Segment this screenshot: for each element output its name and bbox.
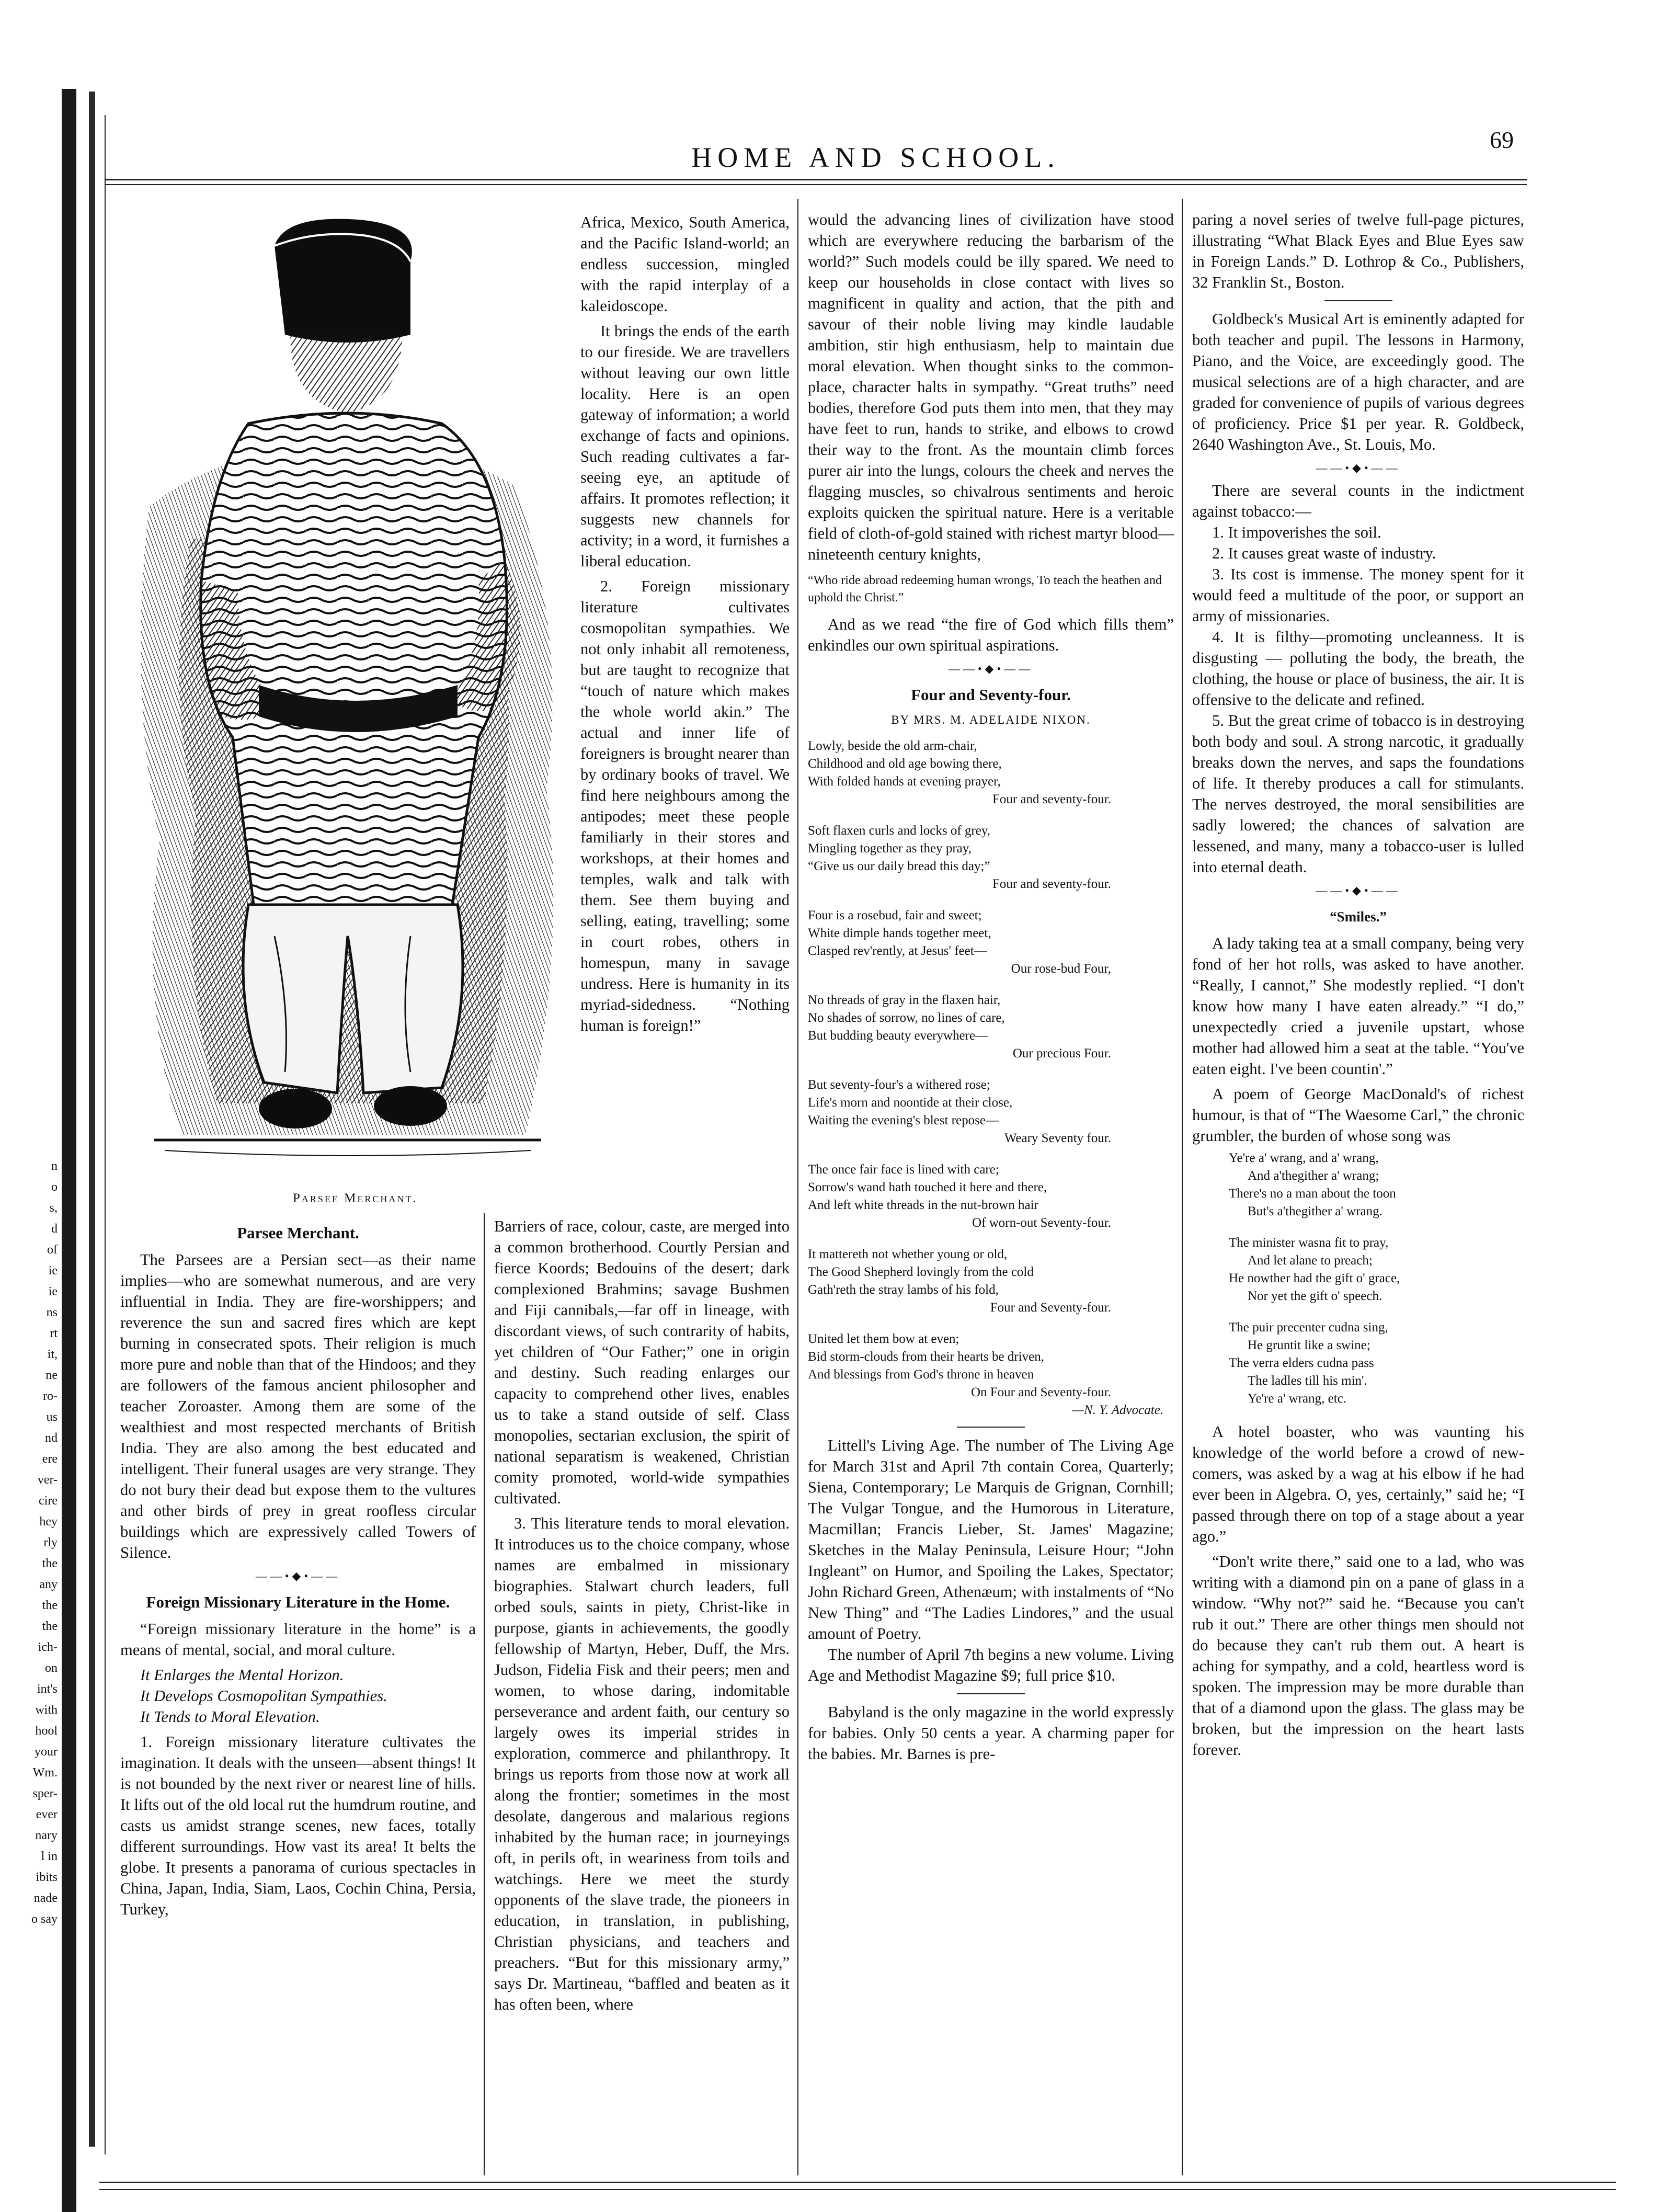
col3-quote: “Who ride abroad redeeming human wrongs, To teach the heathen and uphold the Christ.” (808, 574, 1162, 605)
verse-2: The minister wasna fit to pray, And let alane to preach; He nowther had the gift o' grace, Nor yet the gift o' speech. (1229, 1236, 1400, 1303)
section-rule (1324, 300, 1392, 301)
poem-four-and-seventy-four (808, 737, 1174, 1419)
margin-fragment: of (47, 1243, 58, 1257)
binding-shadow (62, 89, 76, 2212)
margin-fragment: nade (33, 1891, 58, 1905)
engraving-svg (118, 214, 575, 1187)
stanza-3: Four is a rosebud, fair and sweet; White dimple hands together meet, Clasped rev'rently, at Jesus' feet— Our rose-bud Four, (808, 908, 1111, 976)
poem-byline: BY MRS. M. ADELAIDE NIXON. (891, 713, 1091, 726)
col3-civilization: would the advancing lines of civilization have stood which are everywhere reducing the barbarism of the world?” Such models could be illy spared. We need to keep our households in close contact with lives so magnificent in quality and action, that the pith and savour of their noble living may kindle laudable ambition, stir high enthusiasm, help to maintain due moral elevation. When thought sinks to the common-place, character halts in sympathy. “Great truths” need bodies, therefore God puts them into men, that they may have feet to run, hands to strike, and elbows to crowd their way to the front. As the mountain climb forces purer air into the lungs, colours the cheek and nerves the flagging muscles, so chivalrous sentiments and heroic exploits quicken the spiritual nature. Here is a veritable field of cloth-of-gold stained with richest martyr blood—nineteenth century knights, (808, 211, 1174, 563)
page-bottom-rule-2 (99, 2189, 1616, 2190)
missionary-heading: Foreign Missionary Literature in the Home. (146, 1593, 450, 1611)
margin-fragment: nary (35, 1829, 58, 1842)
margin-fragment: ne (45, 1369, 58, 1382)
tobacco-count-5: 5. But the great crime of tobacco is in destroying both body and soul. A strong narcotic, it gradually breaks down the nerves, and saps the foundations of life. It thereby produces a call for stimulants. The nerves destroyed, the moral sensibilities are sadly lowered; the chances of salvation are lessened, and many, many a tobacco-user is lulled into eternal death. (1192, 712, 1524, 876)
verse-1: Ye're a' wrang, and a' wrang, And a'thegither a' wrang; There's no a man about the toon But's a'thegither a' wrang. (1229, 1151, 1396, 1218)
column-3 (808, 209, 1174, 1764)
parsee-merchant-illustration (118, 214, 575, 1187)
tobacco-intro: There are several counts in the indictment against tobacco:— (1192, 482, 1524, 520)
point-1-title: It Enlarges the Mental Horizon. (140, 1666, 344, 1684)
margin-fragment: ere (42, 1452, 58, 1466)
section-divider: ——•◆•—— (1316, 884, 1401, 897)
margin-fragment: l in (41, 1850, 58, 1863)
margin-fragment: nd (45, 1431, 58, 1445)
tobacco-count-4: 4. It is filthy—promoting uncleanness. It is disgusting — polluting the body, the breath, the clothing, the house or place of business, the air. It is offensive to the delicate and refined. (1192, 628, 1524, 709)
section-divider: ——•◆•—— (948, 662, 1034, 675)
waesome-carl-verse (1192, 1149, 1524, 1408)
margin-fragment: o say (31, 1912, 58, 1926)
babyland-notice: Babyland is the only magazine in the world expressly for babies. Only 50 cents a year. A charming paper for the babies. Mr. Barnes is pre- (808, 1703, 1174, 1763)
col2-point-3: 3. This literature tends to moral elevation. It introduces us to the choice company, whose names are embalmed in missionary biographies. Stalwart church leaders, full orbed souls, saints in piety, Christ-like in purpose, giants in achievements, the goodly fellowship of Martyn, Heber, Duff, the Mrs. Judson, Fidelia Fisk and their peers; men and women, to whose daring, indomitable perseverance and ardent faith, our century so largely owes its imperial strides in exploration, commerce and philanthropy. It brings us reports from those now at work all along the frontier; sometimes in the most desolate, dangerous and malarious regions inhabited by the human race; in journeyings oft, in perils oft, in weariness from toils and watchings. Here we meet the sturdy opponents of the slave trade, the pioneers in education, in translation, in publishing, Christian physicians, and teachers and preachers. “But for this missionary army,” says Dr. Martineau, “baffled and beaten as it has often been, where (494, 1514, 790, 2013)
stanza-7: It mattereth not whether young or old, The Good Shepherd lovingly from the cold Gath'reth the stray lambs of his fold, Four and Seventy-four. (808, 1247, 1111, 1315)
header-rule (105, 179, 1527, 180)
margin-fragment: Wm. (32, 1766, 58, 1780)
stanza-2: Soft flaxen curls and locks of grey, Mingling together as they pray, “Give us our daily bread this day;” Four and seventy-four. (808, 824, 1111, 891)
margin-fragment: it, (47, 1348, 58, 1361)
margin-fragment: n (51, 1159, 58, 1173)
stanza-5: But seventy-four's a withered rose; Life's morn and noontide at their close, Waiting the evening's blest repose— Weary Seventy four. (808, 1078, 1111, 1145)
tobacco-count-1: 1. It impoverishes the soil. (1212, 523, 1381, 541)
hot-rolls-anecdote: A lady taking tea at a small company, being very fond of her hot rolls, was asked to have another. “Really, I cannot,” She modestly replied. “I don't know how many I have eaten already.” “I do,” unexpectedly cried a juvenile upstart, whose mother had allowed him a seat at the table. “You've eaten eight. I've been countin'.” (1192, 934, 1524, 1078)
poem-source: —N. Y. Advocate. (1072, 1403, 1163, 1417)
column-1 (120, 1216, 476, 1920)
missionary-point-1: 1. Foreign missionary literature cultivates the imagination. It deals with the unseen—absent things! It is not bounded by the next river or nearest line of hills. It lifts out of the old local rut the humdrum routine, and casts us amidst strange scenes, new faces, totally different surroundings. How vast its area! It belts the globe. It presents a panorama of curious spectacles in China, Japan, India, Siam, Laos, Cochin China, Persia, Turkey, (120, 1733, 476, 1918)
margin-fragment: hey (39, 1515, 58, 1529)
living-age-volume: The number of April 7th begins a new volume. Living Age and Methodist Magazine $9; full price $10. (808, 1646, 1174, 1684)
section-divider: ——•◆•—— (1316, 461, 1401, 474)
hotel-boaster-anecdote: A hotel boaster, who was vaunting his knowledge of the world before a crowd of new-comers, was asked by a wag at his elbow if he had ever been in Algebra. O, yes, certainly,” said he; “I passed through there on top of a stage about a year ago.” (1192, 1423, 1524, 1545)
section-rule (957, 1427, 1025, 1428)
tobacco-count-2: 2. It causes great waste of industry. (1212, 544, 1436, 562)
goldbeck-notice: Goldbeck's Musical Art is eminently adapted for both teacher and pupil. The lessons in Harmony, Piano, and the Voice, are exceedingly good. The musical selections are of a high character, and are graded for convenience of pupils of various degrees of proficiency. Price $1 per year. R. Goldbeck, 2640 Washington Ave., St. Louis, Mo. (1192, 310, 1524, 453)
column-rule-2 (1182, 199, 1183, 2175)
margin-fragment: the (42, 1599, 58, 1612)
facing-page-fragments (0, 1156, 58, 1930)
column-rule-0 (484, 1213, 485, 2175)
illustration-caption: Parsee Merchant. (293, 1191, 418, 1205)
margin-fragment: ns (46, 1306, 58, 1319)
section-divider: ——•◆•—— (255, 1569, 341, 1582)
point-3-title: It Tends to Moral Elevation. (140, 1708, 320, 1726)
header-rule-thin (105, 184, 1527, 185)
verse-3: The puir precenter cudna sing, He gruntit like a swine; The verra elders cudna pass The ladles till his min'. Ye're a' wrang, etc. (1229, 1320, 1388, 1406)
stanza-6: The once fair face is lined with care; Sorrow's wand hath touched it here and there, And left white threads in the nut-brown hair Of worn-out Seventy-four. (808, 1162, 1111, 1230)
parsee-text: The Parsees are a Persian sect—as their name implies—who are somewhat numerous, and are very influential in India. They are fire-worshippers; and reverence the sun and sacred fires which are kept burning in consecrated spots. Their religion is much more pure and noble than that of the Hindoos; and they are followers of the famous ancient philosopher and teacher Zoroaster. Among them are some of the wealthiest and most respected merchants of British India. They are also among the best educated and intelligent. Their funeral usages are very strange. They do not bury their dead but expose them to the vultures and other birds of prey in great roofless circular buildings which are expressively called Towers of Silence. (120, 1251, 476, 1561)
stanza-4: No threads of gray in the flaxen hair, No shades of sorrow, no lines of care, But budding beauty everywhere— Our precious Four. (808, 993, 1111, 1061)
page-number: 69 (1490, 127, 1514, 153)
diamond-pin-anecdote: “Don't write there,” said one to a lad, who was writing with a diamond pin on a pane of glass in a window. “Why not?” said he. “Because you can't rub it out.” There are other things men should not do because they can't rub them out. A heart is aching for sympathy, and a cold, heartless word is spoken. The impression may be more durable than that of a diamond upon the glass. The glass may be broken, but the impression on the heart lasts forever. (1192, 1553, 1524, 1759)
margin-fragment: rt (50, 1327, 58, 1340)
margin-fragment: ever (36, 1808, 58, 1821)
column-rule-1 (797, 199, 798, 2175)
stanza-1: Lowly, beside the old arm-chair, Childhood and old age bowing there, With folded hands at evening prayer, Four and seventy-four. (808, 739, 1111, 806)
margin-fragment: the (42, 1620, 58, 1633)
margin-fragment: hool (35, 1724, 58, 1738)
margin-fragment: s, (49, 1201, 58, 1215)
binding-shadow-inner (89, 92, 95, 2147)
section-rule (957, 1693, 1025, 1694)
margin-fragment: rly (43, 1536, 58, 1549)
margin-fragment: ro- (43, 1389, 58, 1403)
col2-barriers: Barriers of race, colour, caste, are merged into a common brotherhood. Courtly Persian and fierce Koords; Bedouins of the desert; dark complexioned Brahmins; savage Bushmen and Fiji cannibals,—far off in lineage, with discordant views, of such contrarity of habits, yet children of “Our Father;” one in origin and destiny. Such reading enlarges our capacity to comprehend other lives, enables us to take a stand outside of self. Class monopolies, sectarian exclusion, the spirit of national separatism is weakened, Christian comity promoted, world-wide sympathies cultivated. (494, 1217, 790, 1507)
margin-fragment: any (39, 1578, 58, 1591)
margin-fragment: ie (48, 1264, 58, 1278)
col3-aspirations: And as we read “the fire of God which fills them” enkindles our own spiritual aspirations. (808, 615, 1174, 654)
page-left-rule (105, 115, 106, 2154)
margin-fragment: ie (48, 1285, 58, 1298)
column-2-top (580, 212, 790, 1036)
margin-fragment: sper- (32, 1787, 58, 1800)
column-4 (1192, 209, 1524, 1760)
babyland-continued: paring a novel series of twelve full-page pictures, illustrating “What Black Eyes and Blue Eyes saw in Foreign Lands.” D. Lothrop & Co., Publishers, 32 Franklin St., Boston. (1192, 211, 1524, 291)
margin-fragment: us (46, 1410, 58, 1424)
macdonald-intro: A poem of George MacDonald's of richest humour, is that of “The Waesome Carl,” the chronic grumbler, the burden of whose song was (1192, 1085, 1524, 1145)
running-title: HOME AND SCHOOL. (691, 142, 1060, 173)
col2-fireside: It brings the ends of the earth to our fireside. We are travellers without leaving our own little locality. Here is an open gateway of information; a world exchange of facts and opinions. Such reading cultivates a far-seeing eye, an aptitude of affairs. It promotes reflection; it suggests new channels for activity; in a word, it furnishes a liberal education. (580, 322, 790, 570)
parsee-heading: Parsee Merchant. (237, 1224, 359, 1242)
margin-fragment: d (51, 1222, 58, 1236)
margin-fragment: with (35, 1703, 58, 1717)
margin-fragment: o (51, 1180, 58, 1194)
margin-fragment: cire (39, 1494, 58, 1508)
margin-fragment: on (45, 1661, 58, 1675)
margin-fragment: ich- (38, 1640, 58, 1654)
margin-fragment: your (35, 1745, 58, 1759)
missionary-intro: “Foreign missionary literature in the home” is a means of mental, social, and moral culture. (120, 1620, 476, 1659)
column-2-bottom (494, 1216, 790, 2015)
smiles-heading: “Smiles.” (1330, 909, 1387, 925)
point-2-title: It Develops Cosmopolitan Sympathies. (140, 1687, 387, 1705)
living-age-notice: Littell's Living Age. The number of The Living Age for March 31st and April 7th contain Corea, Quarterly; Siena, Contemporary; Le Marquis de Grignan, Cornhill; The Vulgar Tongue, and the Humorous in Literature, Macmillan; Francis Lieber, St. James' Magazine; Sketches in the Malay Peninsula, Leisure Hour; “John Ingleant” on Humor, and Spoiling the Lakes, Spectator; John Richard Green, Athenæum; with instalments of “No New Thing” and “The Ladies Lindores,” and the usual amount of Poetry. (808, 1436, 1174, 1643)
tobacco-count-3: 3. Its cost is immense. The money spent for it would feed a multitude of the poor, or support an army of missionaries. (1192, 565, 1524, 625)
margin-fragment: ibits (36, 1871, 58, 1884)
margin-fragment: the (42, 1557, 58, 1570)
col2-continued: Africa, Mexico, South America, and the Pacific Island-world; an endless succession, mingled with the rapid interplay of a kaleidoscope. (580, 213, 790, 315)
poem-title: Four and Seventy-four. (911, 686, 1071, 704)
page-bottom-rule (99, 2182, 1616, 2183)
col2-point-2: 2. Foreign missionary literature cultivates cosmopolitan sympathies. We not only inhabit all remoteness, but are taught to recognize that “touch of nature which makes the whole world akin.” The actual and inner life of foreigners is brought nearer than by ordinary books of travel. We find here neighbours among the antipodes; meet these people familiarly in their stores and workshops, at their homes and temples, walk and talk with them. See them buying and selling, eating, travelling; some in court robes, others in homespun, many in savage undress. Here is humanity in its myriad-sidedness. “Nothing human is foreign!” (580, 577, 790, 1034)
margin-fragment: int's (37, 1682, 58, 1696)
margin-fragment: ver- (37, 1473, 58, 1487)
stanza-8: United let them bow at even; Bid storm-clouds from their hearts be driven, And blessings from God's throne in heaven On Four and Seventy-four. (808, 1332, 1111, 1399)
